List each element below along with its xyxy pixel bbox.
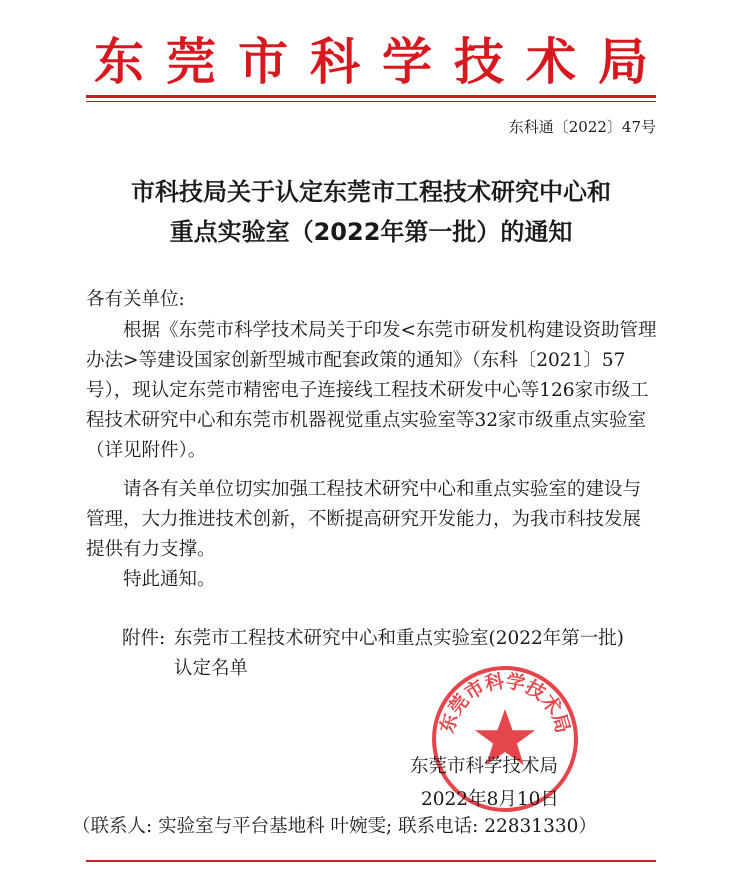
footer-rule (86, 860, 656, 862)
document-number: 东科通〔2022〕47号 (508, 118, 656, 136)
body-paragraph-1: 根据《东莞市科学技术局关于印发<东莞市研发机构建设资助管理办法>等建设国家创新型城市配套政策的通知》（东科〔2021〕57号），现认定东莞市精密电子连接线工程技术研发中心等126家市级工程技术研究中心和东莞市机器视觉重点实验室等32家市级重点实验室（详见附件）。 (86, 320, 657, 461)
header-rule-thin (86, 101, 656, 102)
header-rule-thick (86, 95, 656, 98)
agency-header-title: 东莞市科学技术局 (94, 33, 670, 91)
seal-text: 东莞市科学技术局 (436, 670, 574, 736)
attachment-block (122, 624, 682, 684)
body-paragraph-2: 请各有关单位切实加强工程技术研究中心和重点实验室的建设与管理，大力推进技术创新，不断提高研究开发能力，为我市科技发展提供有力支撑。 (86, 479, 642, 560)
notice-title (0, 172, 742, 252)
attachment-text: 东莞市工程技术研究中心和重点实验室(2022年第一批) (174, 628, 625, 649)
notice-title-line2: 重点实验室（2022年第一批）的通知 (169, 218, 573, 246)
body-paragraph-3: 特此通知。 (123, 569, 216, 590)
attachment-label: 附件: (122, 628, 166, 649)
signature-org: 东莞市科学技术局 (410, 756, 559, 777)
signature-date: 2022年8月10日 (421, 789, 559, 810)
notice-title-line1: 市科技局关于认定东莞市工程技术研究中心和 (131, 178, 611, 206)
salutation: 各有关单位: (86, 289, 185, 310)
attachment-text-cont: 认定名单 (174, 658, 249, 679)
contact-line: （联系人: 实验室与平台基地科 叶婉雯; 联系电话: 22831330） (72, 816, 597, 837)
